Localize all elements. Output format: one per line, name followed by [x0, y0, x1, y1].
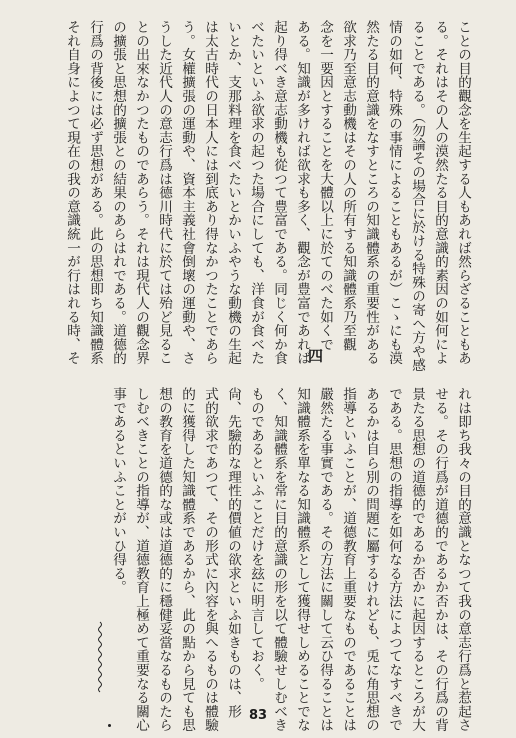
page-number: 83	[248, 708, 268, 723]
text-line: の擴張と思想的擴張との結果のあらはれである。道德的	[110, 20, 126, 365]
text-line: ことの目的觀念を生起する人もあれば然らざることもあ	[455, 20, 471, 365]
text-line: 想の教育を道德的な或は道德的に穩健妥當なるものたら	[156, 387, 172, 732]
text-line: 念を一要因とすることを大體以上に於てのべた如くで	[317, 20, 333, 352]
text-line: う。女權擴張の運動や、資本主義社會倒壞の運動や、さ	[179, 20, 195, 365]
upper-text-block	[30, 20, 474, 372]
text-line: ある。知識が多ければ欲求も多く、觀念が豊富であれば	[294, 20, 310, 365]
text-line: 尙、先驗的な理性的價値の欲求といふ如きものは、形	[225, 387, 241, 719]
text-line: せる。その行爲が道德的であるか否かは、その行爲の背	[432, 387, 448, 732]
text-line: 知識體系を單なる知識體系として獲得せしめることでな	[294, 387, 310, 732]
text-line: べたいといふ欲求の起つた場合にしても、洋食が食べた	[248, 20, 264, 365]
text-line: く、知識體系を常に目的意識の形を以て體驗せしむべき	[271, 387, 287, 732]
text-line: との出來なかつたものであらう。それは現代人の觀念界	[133, 20, 149, 365]
text-line: うした近代人の意志行爲は德川時代に於ては殆ど見るこ	[156, 20, 172, 365]
wavy-divider	[97, 622, 103, 692]
text-line: 情の如何、特殊の事情によることもあるが）こゝにも漠	[386, 20, 402, 365]
text-line: 然たる目的意識をなすところの知識體系の重要性がある	[363, 20, 379, 365]
text-line: は太古時代の日本人には到底あり得なかつたことであら	[202, 20, 218, 365]
text-line: れは即ち我々の目的意識となつて我の意志行爲と惹起さ	[455, 387, 471, 732]
text-line: ることである。（勿論その場合に於ける特殊の寄へ方や感	[409, 20, 425, 372]
text-line: 指導といふことが、道德教育上重要なものであることは	[340, 387, 356, 732]
text-line: 嚴然たる事實である。その方法に關して云ひ得ることは	[317, 387, 333, 732]
text-line: である。思想の指導を如何なる方法によつてなすべきで	[386, 387, 402, 732]
text-line: 行爲の背後には必ず思想がある。此の思想即ち知識體系	[87, 20, 103, 365]
text-line: 起り得べき意志動機も從つて豊富である。同じく何か食	[271, 20, 287, 365]
ink-dot	[108, 724, 111, 727]
text-line: 事であるといふことがいひ得る。	[110, 387, 126, 594]
text-line: あるかは自ら別の問題に屬するけれども、兎に角思想の	[363, 387, 379, 732]
text-line: 欲求乃至意志動機はその人の所有する知識體系乃至觀	[340, 20, 356, 352]
text-line: 式的欲求であつて、その形式に內容を與へるものは體驗	[202, 387, 218, 732]
text-line: いとか、支那料理を食べたいとかいふやうな動機の生起	[225, 20, 241, 365]
text-line: 景たる思想の道德的であるか否かに起因するところが大	[409, 387, 425, 732]
text-line: それ自身によつて現在の我の意識統一が行はれる時、そ	[64, 20, 80, 365]
section-heading: 四	[306, 347, 324, 363]
text-line: しむべきことの指導が、道德教育上極めて重要なる關心	[133, 387, 149, 732]
text-line: 的に獲得した知識體系であるから、此の點から見ても思	[179, 387, 195, 732]
text-line: ものであるといふことだけを玆に明言しておく。	[248, 387, 264, 691]
text-line: る。それはその人の漠然たる目的意識的素因の如何によ	[432, 20, 448, 365]
